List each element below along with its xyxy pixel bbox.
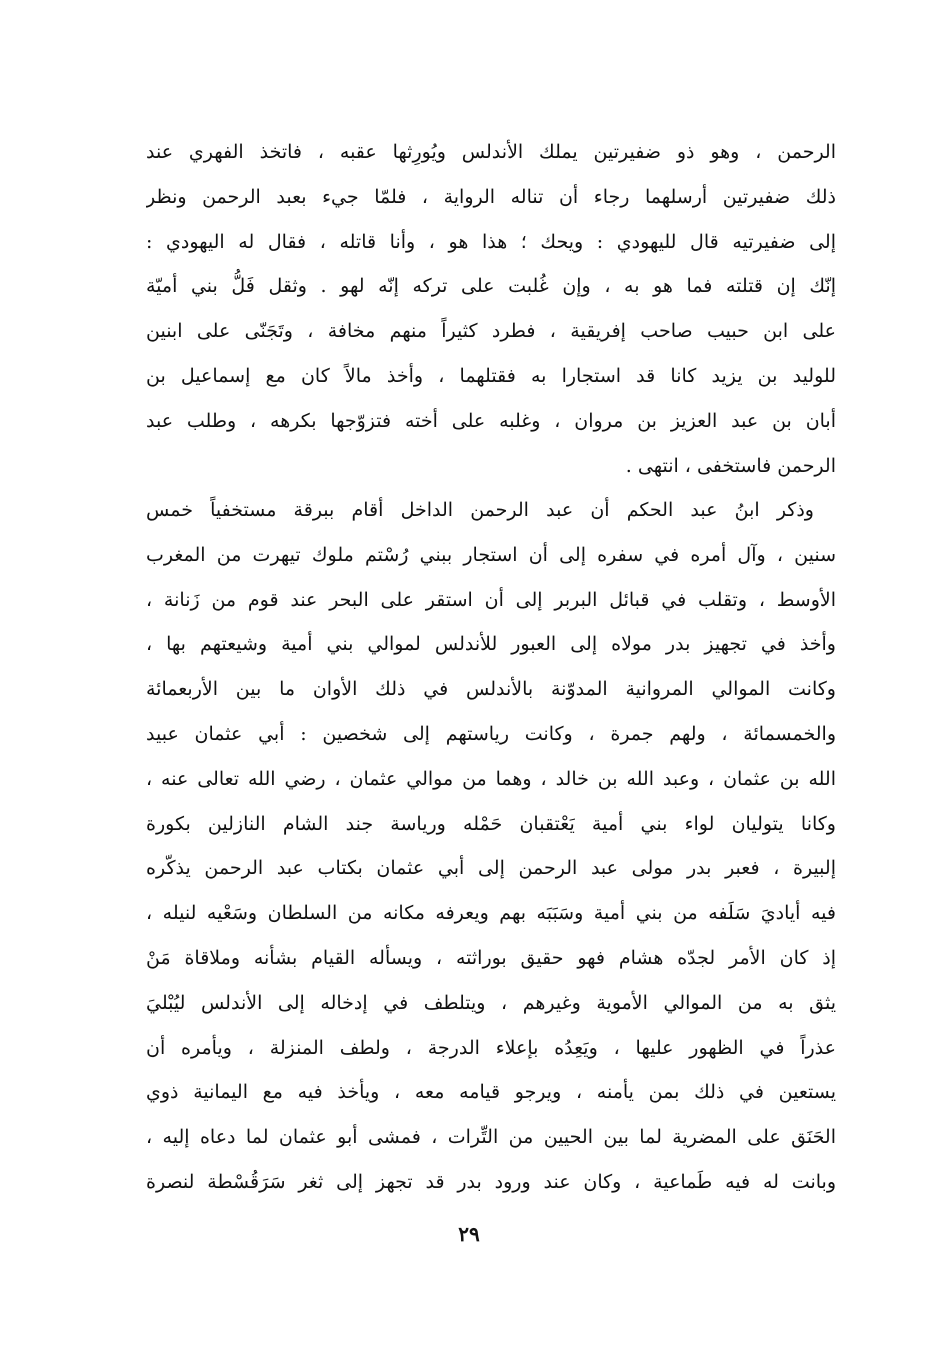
text-line: إلبيرة ، فعبر بدر مولى عبد الرحمن إلى أبي عثمان بكتاب عبد الرحمن يذكّره: [146, 857, 836, 880]
paragraph-2: [146, 488, 836, 1205]
text-line: للوليد بن يزيد كانا قد استجارا به فقتلهما ، وأخذ مالاً كان مع إسماعيل بن: [146, 364, 836, 387]
text-line: يثق به من الموالي الأموية وغيرهم ، ويتلطف في إدخاله إلى الأندلس ليُبْليَ: [146, 991, 836, 1014]
text-line: الرحمن فاستخفى ، انتهى .: [625, 454, 836, 477]
text-line: ذلك ضفيرتين أرسلهما رجاء أن تناله الرواية ، فلمّا جيء بعبد الرحمن ونظر: [146, 185, 836, 208]
text-line: الله بن عثمان ، وعبد الله بن خالد ، وهما من موالي عثمان ، رضي الله تعالى عنه ،: [146, 767, 836, 790]
text-line: إنّك إن قتلته فما هو به ، وإن غُلبت على تركه إنّه لهو . وثقل فَلُّ بني أميّة: [146, 275, 836, 298]
text-line: عذراً في الظهور عليها ، ويَعِدُه بإعلاء الدرجة ، ولطف المنزلة ، ويأمره أن: [146, 1036, 836, 1059]
text-line: وكانت الموالي المروانية المدوّنة بالأندلس في ذلك الأوان ما بين الأربعمائة: [146, 678, 836, 701]
text-line: فيه أياديَ سَلَفه من بني أمية وسَبَبَه بهم ويعرفه مكانه من السلطان وسَعْيه لنيله ،: [146, 902, 836, 925]
text-line: سنين ، وآل أمره في سفره إلى أن استجار ببني رُسْتم ملوك تيهرت من المغرب: [146, 543, 836, 566]
page-number: ٢٩: [458, 1222, 480, 1246]
text-line: يستعين في ذلك بمن يأمنه ، ويرجو قيامه معه ، ويأخذ فيه مع اليمانية ذوي: [146, 1081, 836, 1104]
paragraph-1: [146, 130, 836, 488]
text-line: أبان بن عبد العزيز بن مروان ، وغلبه على أخته فتزوّجها بكرهه ، وطلب عبد: [146, 409, 836, 432]
text-line: الأوسط ، وتقلب في قبائل البربر إلى أن استقر على البحر عند قوم من زَنانة ،: [146, 588, 836, 611]
text-line: وذكر ابنُ عبد الحكم أن عبد الرحمن الداخل أقام ببرقة مستخفياً خمس: [146, 499, 814, 521]
text-line: وأخذ في تجهيز بدر مولاه إلى العبور للأندلس لموالي بني أمية وشيعتهم بها ،: [146, 633, 836, 656]
text-line: والخمسمائة ، ولهم جمرة ، وكانت رياستهم إلى شخصين : أبي عثمان عبيد: [146, 722, 836, 745]
text-line: الرحمن ، وهو ذو ضفيرتين يملك الأندلس ويُورِثها عقبه ، فاتخذ الفهري عند: [146, 141, 836, 163]
text-line: وبانت له فيه طَماعية ، وكان عند ورود بدر قد تجهز إلى ثغر سَرَقُسْطة لنصرة: [146, 1170, 836, 1193]
text-line: الحَنَق على المضرية لما بين الحيين من التِّرات ، فمشى أبو عثمان لما دعاه إليه ،: [146, 1126, 836, 1149]
text-line: وكانا يتوليان لواء بني أمية يَعْتقبان حَمْله ورياسة جند الشام النازلين بكورة: [146, 812, 836, 835]
text-line: على ابن حبيب صاحب إفريقية ، فطرد كثيراً منهم مخافة ، وتَجَنّى على ابنين: [146, 320, 836, 343]
text-line: إلى ضفيرتيه قال لليهودي : ويحك ؛ هذا هو ، وأنا قاتله ، فقال له اليهودي :: [146, 230, 836, 253]
text-line: إذ كان الأمر لجدّه هشام فهو حقيق بوراثته ، ويسأله القيام بشأنه وملاقاة مَنْ: [146, 946, 836, 969]
